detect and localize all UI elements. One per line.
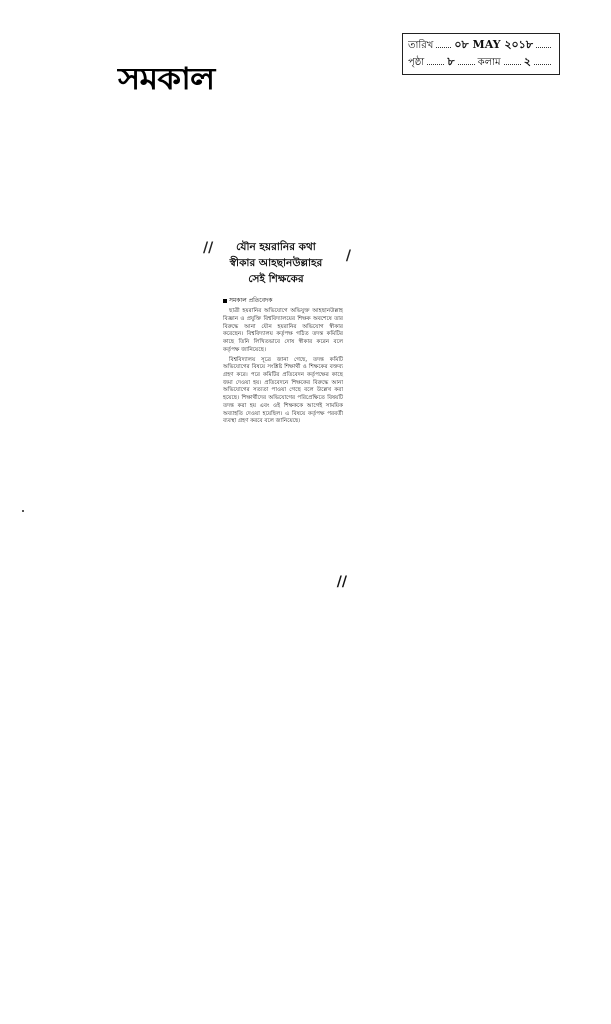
headline-line-1: যৌন হয়রানির কথা	[236, 241, 316, 253]
article-paragraph: বিশ্ববিদ্যালয় সূত্রে জানা গেছে, তদন্ত কমিটি অভিযোগের বিষয়ে সংশ্লিষ্ট শিক্ষার্থী ও শিক্ষকের বক্তব্য গ্রহণ করে। পরে কমিটির প্রতিবেদন কর্তৃপক্ষের কাছে জমা দেওয়া হয়। প্রতিবেদনে শিক্ষকের বিরুদ্ধে আনা অভিযোগের সত্যতা পাওয়া গেছে বলে উল্লেখ করা হয়েছে। শিক্ষার্থীদের অভিযোগের পরিপ্রেক্ষিতে বিষয়টি তদন্ত করা হয় এবং ওই শিক্ষককে আগেই সাময়িক অব্যাহতি দেওয়া হয়েছিল। এ বিষয়ে কর্তৃপক্ষ পরবর্তী ব্যবস্থা গ্রহণ করবে বলে জানিয়েছে।	[223, 356, 343, 425]
stamp-date-label: তারিখ	[408, 40, 434, 51]
stamp-page-value: ৮	[447, 54, 455, 68]
stamp-column-value: ২	[523, 54, 531, 68]
stamp-dotted-line	[436, 38, 451, 48]
newspaper-masthead: সমকাল	[118, 61, 215, 98]
stamp-dotted-line	[534, 55, 551, 65]
stamp-column-label: কলাম	[477, 56, 501, 68]
clipping-reference-stamp	[402, 33, 560, 75]
article-body	[223, 308, 343, 426]
stamp-page-label: পৃষ্ঠা	[408, 56, 425, 68]
stamp-page-column-row	[408, 54, 554, 71]
stamp-date-value: ০৮ MAY ২০১৮	[454, 38, 533, 51]
clip-start-mark-icon: //	[203, 240, 214, 256]
stamp-dotted-line	[504, 55, 521, 65]
scan-speck	[22, 510, 24, 512]
stamp-dotted-line	[427, 55, 444, 65]
clip-end-mark-icon: //	[336, 574, 347, 590]
article-clipping	[203, 236, 349, 592]
clip-bracket-mark-icon: /	[345, 248, 351, 264]
headline-line-2: স্বীকার আহছানউল্লাহর	[229, 256, 323, 269]
headline-line-3: সেই শিক্ষকের	[248, 272, 304, 285]
article-byline: সমকাল প্রতিবেদক	[223, 295, 349, 306]
stamp-dotted-line	[536, 38, 551, 48]
article-paragraph: ছাত্রী হয়রানির অভিযোগে অভিযুক্ত আহছানউল্লাহ বিজ্ঞান ও প্রযুক্তি বিশ্ববিদ্যালয়ের শিক্ষক অবশেষে তার বিরুদ্ধে আনা যৌন হয়রানির অভিযোগ স্বীকার করেছেন। বিশ্ববিদ্যালয় কর্তৃপক্ষ গঠিত তদন্ত কমিটির কাছে তিনি লিখিতভাবে দোষ স্বীকার করেন বলে কর্তৃপক্ষ জানিয়েছে।	[223, 308, 343, 353]
article-headline	[203, 236, 349, 293]
stamp-dotted-line	[458, 55, 475, 65]
stamp-date-row	[408, 37, 554, 54]
